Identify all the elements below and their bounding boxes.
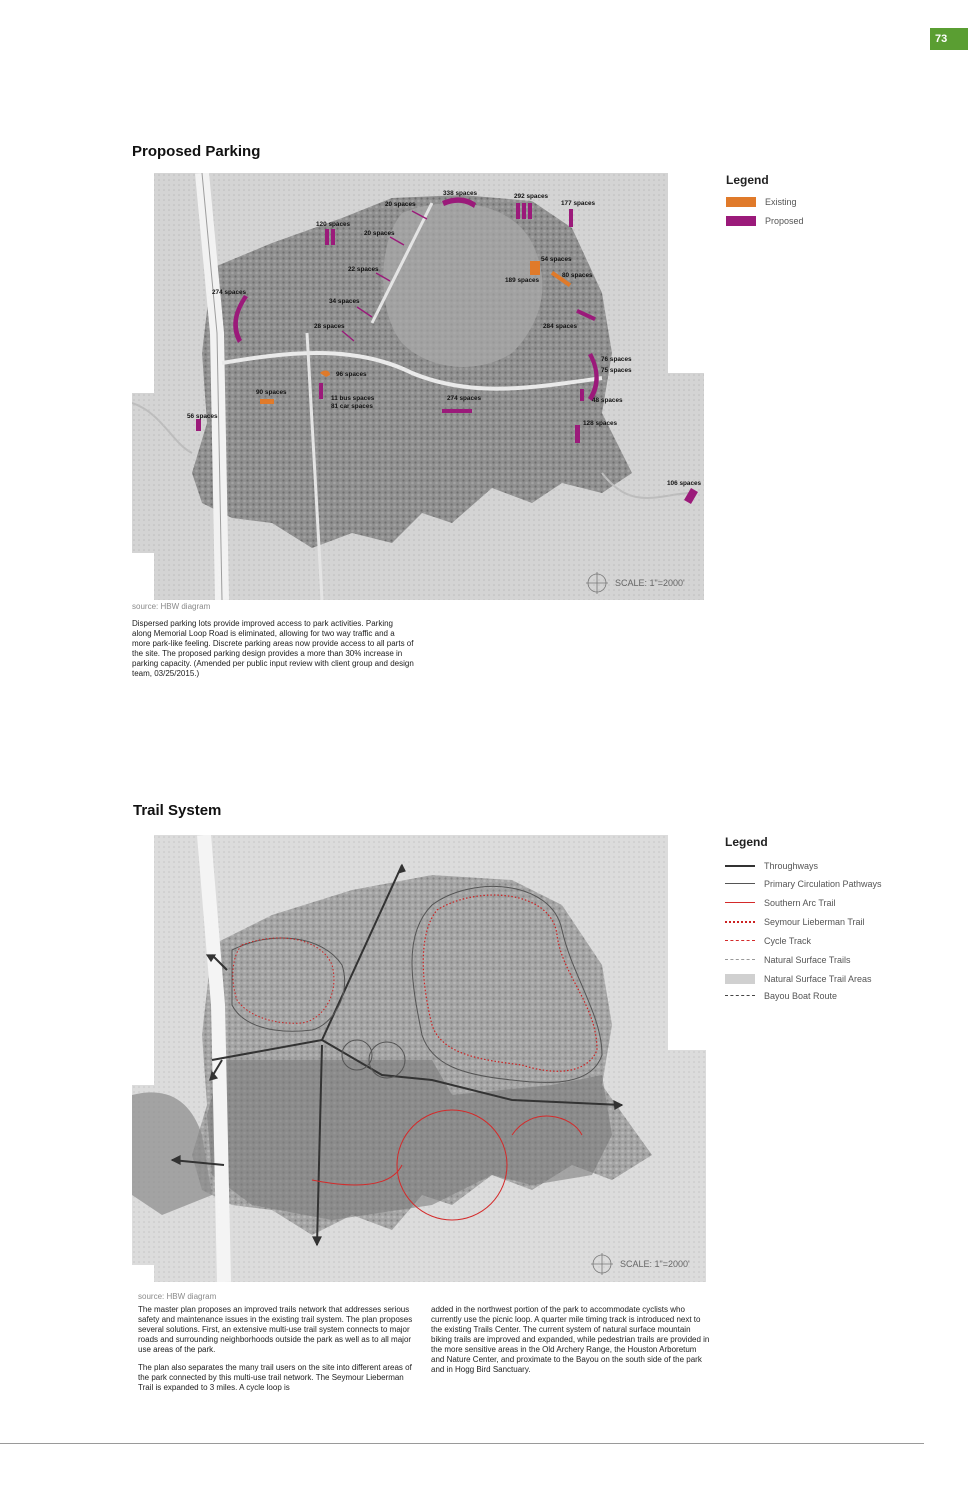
- label-11bus: 11 bus spaces: [331, 395, 375, 402]
- parking-legend-title: Legend: [726, 173, 769, 187]
- trail-legend-title: Legend: [725, 835, 768, 849]
- label-20b: 20 spaces: [364, 230, 395, 237]
- legend-seymour-lieberman: [725, 917, 865, 927]
- trail-scale: SCALE: 1"=2000': [620, 1259, 690, 1269]
- legend-seymour-label: Seymour Lieberman Trail: [764, 917, 865, 927]
- parking-source: source: HBW diagram: [132, 602, 211, 611]
- parking-map: [132, 173, 704, 600]
- legend-natural-trails: [725, 955, 851, 965]
- label-274b: 274 spaces: [447, 395, 482, 402]
- trail-paragraph-2: The plan also separates the many trail users on the site into different areas of the park connected by this multi-use trail network. The Seymour Lieberman Trail is expanded to 3 miles. A cycle loop is: [138, 1363, 412, 1392]
- label-177: 177 spaces: [561, 200, 596, 207]
- trail-paragraph-1: The master plan proposes an improved trails network that addresses serious safety and maintenance issues in the existing trail system. The plan proposes several solutions. First, an extensive multi-use trail system connects to major roads and surrounding neighborhoods outside the park as well as to all major use areas of the park.: [138, 1305, 413, 1354]
- legend-natural-areas-label: Natural Surface Trail Areas: [764, 974, 872, 984]
- label-75: 75 spaces: [601, 367, 632, 374]
- legend-bayou-boat: [725, 991, 837, 1001]
- lot-54: [530, 261, 540, 275]
- parking-scale: SCALE: 1"=2000': [615, 578, 685, 588]
- label-56: 56 spaces: [187, 413, 218, 420]
- legend-southern-arc-label: Southern Arc Trail: [764, 898, 836, 908]
- lot-120: [325, 229, 329, 245]
- trail-paragraph-3: added in the northwest portion of the park to accommodate cyclists who currently use the picnic loop. A quarter mile timing track is introduced next to the existing Trails Center. The current system of natural surface mountain biking trails are improved and expanded, while pedestrian trails are provided in the more sensitive areas in the Old Archery Range, the Houston Arboretum and Nature Center, and proximate to the Bayou on the south side of the park and in Hogg Bird Sanctuary.: [431, 1305, 710, 1374]
- lot-48: [580, 389, 584, 401]
- lot-90: [260, 399, 274, 404]
- trail-map: [132, 835, 706, 1282]
- label-96: 96 spaces: [336, 371, 367, 378]
- parking-description: Dispersed parking lots provide improved access to park activities. Parking along Memorial Loop Road is eliminated, allowing for two way traffic and a more park-like feeling. Discrete parking areas now provide access to all parts of the site. The proposed parking design provides a more than 30% increase in parking capacity. (Amended per public input review with client group and design team, 03/25/2015.): [132, 619, 414, 678]
- lot-bus: [319, 383, 323, 399]
- label-28: 28 spaces: [314, 323, 345, 330]
- legend-natural-areas: [725, 974, 872, 984]
- parking-section-title: Proposed Parking: [132, 143, 261, 160]
- label-81car: 81 car spaces: [331, 403, 373, 410]
- trail-text-col-2: [431, 1305, 711, 1383]
- golf-course-area: [383, 203, 542, 367]
- trail-text-col-1: [138, 1305, 416, 1401]
- proposed-swatch: [726, 216, 756, 226]
- legend-primary-circulation: [725, 879, 882, 889]
- legend-southern-arc: [725, 898, 836, 908]
- legend-throughways: [725, 861, 818, 871]
- label-48: 48 spaces: [592, 397, 623, 404]
- label-274a: 274 spaces: [212, 289, 247, 296]
- label-106: 106 spaces: [667, 480, 702, 487]
- label-338: 338 spaces: [443, 190, 478, 197]
- footer-rule: [0, 1443, 924, 1444]
- legend-cycle-track: [725, 936, 811, 946]
- lot-177: [569, 209, 573, 227]
- legend-existing: [726, 197, 797, 207]
- legend-primary-label: Primary Circulation Pathways: [764, 879, 882, 889]
- label-189: 189 spaces: [505, 277, 540, 284]
- lot-292a: [516, 203, 520, 219]
- legend-cycle-label: Cycle Track: [764, 936, 812, 946]
- legend-proposed-label: Proposed: [765, 216, 804, 226]
- lot-274b: [442, 409, 472, 413]
- label-20a: 20 spaces: [385, 201, 416, 208]
- trail-section-title: Trail System: [133, 802, 222, 819]
- lot-56: [196, 419, 201, 431]
- lot-128: [575, 425, 580, 443]
- legend-proposed: [726, 216, 804, 226]
- label-22: 22 spaces: [348, 266, 379, 273]
- legend-throughways-label: Throughways: [764, 861, 819, 871]
- legend-existing-label: Existing: [765, 197, 797, 207]
- label-128: 128 spaces: [583, 420, 618, 427]
- page-number-tab: 73: [930, 28, 968, 50]
- label-284: 284 spaces: [543, 323, 578, 330]
- context-west: [132, 393, 162, 553]
- existing-swatch: [726, 197, 756, 207]
- trail-source: source: HBW diagram: [138, 1292, 217, 1301]
- label-76: 76 spaces: [601, 356, 632, 363]
- natural-areas-swatch: [725, 974, 755, 984]
- label-120: 120 spaces: [316, 221, 351, 228]
- label-80: 80 spaces: [562, 272, 593, 279]
- label-90: 90 spaces: [256, 389, 287, 396]
- label-34: 34 spaces: [329, 298, 360, 305]
- label-54: 54 spaces: [541, 256, 572, 263]
- label-292: 292 spaces: [514, 193, 549, 200]
- legend-bayou-label: Bayou Boat Route: [764, 991, 838, 1001]
- legend-natural-trails-label: Natural Surface Trails: [764, 955, 851, 965]
